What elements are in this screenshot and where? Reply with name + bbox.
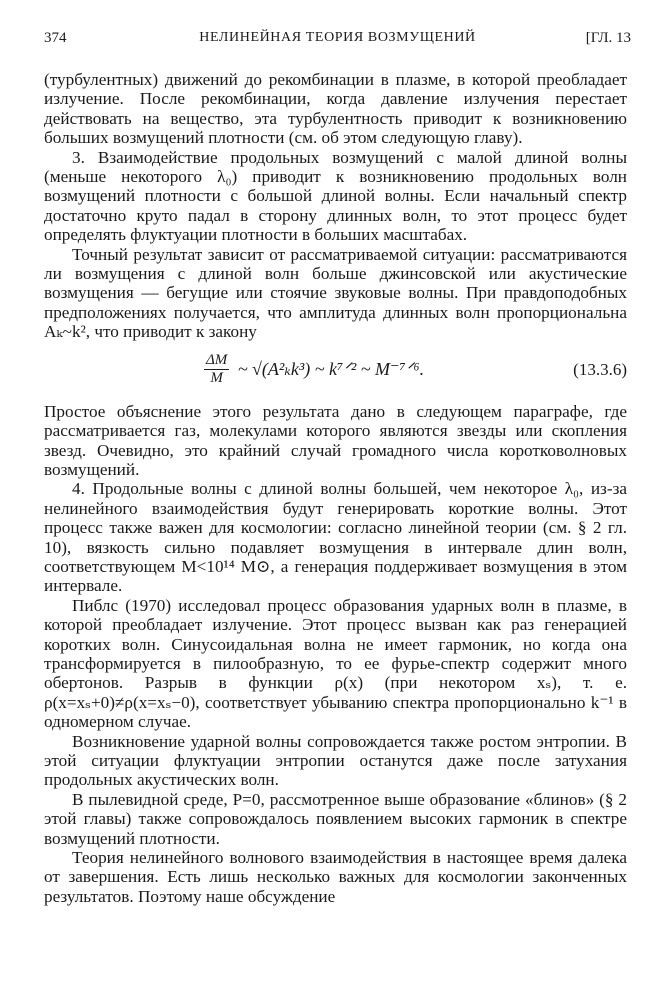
paragraph-8: В пылевидной среде, P=0, рассмотренное выше образование «блинов» (§ 2 этой главы) также сопровождалось появлением высоких гармоник в спектре возмущений плотности. (44, 789, 627, 848)
running-header (44, 30, 631, 52)
page-number: 374 (44, 30, 67, 46)
equation-number: (13.3.6) (573, 359, 627, 379)
paragraph-3: Точный результат зависит от рассматриваемой ситуации: рассматриваются ли возмущения с длиной волн больше джинсовской или акустические возмущения — бегущие или стоячие звуковые волны. При правдоподобных предположениях получается, что амплитуда длинных волн пропорциональна Aₖ~k², что приводит к закону (44, 244, 627, 342)
equation-rest: ~ √(A²ₖk³) ~ k⁷ᐟ² ~ M⁻⁷ᐟ⁶. (237, 358, 425, 379)
paragraph-6: Пиблс (1970) исследовал процесс образования ударных волн в плазме, в которой преобладает излучение. Этот процесс вызван как раз генерацией коротких волн. Синусоидальная волна не имеет гармоник, но когда она трансформируется в пилообразную, то ее фурье-спектр содержит много обертонов. Разрыв в функции ρ(x) (при некотором xₛ), т. е. ρ(x=xₛ+0)≠ρ(x=xₛ−0), соответствует убыванию спектра пропорционально k⁻¹ в одномерном случае. (44, 595, 627, 732)
equation-numerator: ΔM (206, 351, 228, 368)
equation-expression (204, 352, 424, 387)
paragraph-2: 3. Взаимодействие продольных возмущений с малой длиной волны (меньше некоторого λ₀) приводит к возникновению продольных волн возмущений плотности с большой длиной волны. Если начальный спектр достаточно круто падал в сторону длинных волн, то этот процесс будет определять флуктуации плотности в больших масштабах. (44, 147, 627, 245)
equation-fraction (204, 352, 229, 387)
page-body (44, 70, 627, 906)
equation-13-3-6 (44, 346, 627, 394)
paragraph-9: Теория нелинейного волнового взаимодействия в настоящее время далека от завершения. Есть лишь несколько важных для космологии законченных результатов. Поэтому наше обсуждение (44, 848, 627, 906)
running-title: НЕЛИНЕЙНАЯ ТЕОРИЯ ВОЗМУЩЕНИЙ (199, 30, 476, 45)
paragraph-7: Возникновение ударной волны сопровождается также ростом энтропии. В этой ситуации флуктуации энтропии останутся даже после затухания продольных акустических волн. (44, 731, 627, 790)
chapter-label: [ГЛ. 13 (585, 30, 631, 46)
paragraph-4: Простое объяснение этого результата дано в следующем параграфе, где рассматривается газ, молекулами которого являются звезды или скопления звезд. Очевидно, это крайний случай громадного числа коротковолновых возмущений. (44, 401, 627, 479)
equation-denominator: M (210, 369, 223, 386)
paragraph-5: 4. Продольные волны с длиной волны большей, чем некоторое λ₀, из-за нелинейного взаимодействия будут генерировать короткие волны. Этот процесс также важен для космологии: согласно линейной теории (см. § 2 гл. 10), вязкость сильно подавляет возмущения в интервале длин волн, соответствующем M<10¹⁴ M⊙, а генерация поддерживает возмущения в этом интервале. (44, 479, 627, 596)
paragraph-1: (турбулентных) движений до рекомбинации в плазме, в которой преобладает излучение. После рекомбинации, когда давление излучения перестает действовать на вещество, эта турбулентность приводит к возникновению больших возмущений плотности (см. об этом следующую главу). (44, 70, 627, 148)
